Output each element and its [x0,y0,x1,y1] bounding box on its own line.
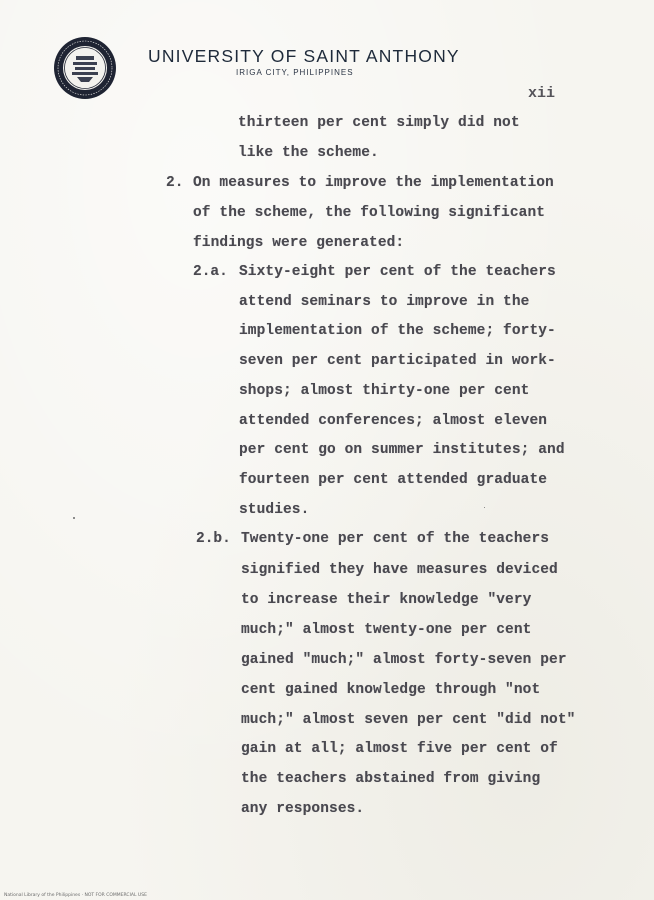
page-number: xii [528,85,556,102]
text-line: to increase their knowledge "very [241,592,532,608]
text-line: gained "much;" almost forty-seven per [241,652,567,668]
text-line: attend seminars to improve in the [239,294,530,310]
text-line: studies. [239,502,310,518]
text-line: of the scheme, the following significant [193,205,546,221]
university-name: UNIVERSITY OF SAINT ANTHONY [148,46,460,66]
item-2-label: 2. [166,175,184,191]
text-line: implementation of the scheme; forty- [239,323,556,339]
text-line: per cent go on summer institutes; and [239,442,565,458]
archive-footer-stamp: National Library of the Philippines · NOT FOR COMMERCIAL USE [4,893,147,898]
text-line: cent gained knowledge through "not [241,682,541,698]
text-line: shops; almost thirty-one per cent [239,383,530,399]
university-location: IRIGA CITY, PHILIPPINES [236,68,354,77]
text-line: much;" almost twenty-one per cent [241,622,532,638]
item-2a-label: 2.a. [193,264,228,280]
text-line: thirteen per cent simply did not [238,115,520,131]
text-line: attended conferences; almost eleven [239,413,548,429]
university-seal-icon [53,36,117,100]
text-line: gain at all; almost five per cent of [241,741,558,757]
text-line: signified they have measures deviced [241,562,558,578]
text-line: any responses. [241,801,365,817]
text-line: findings were generated: [193,235,405,251]
text-line: much;" almost seven per cent "did not" [241,712,576,728]
text-line: like the scheme. [238,145,379,161]
scan-speck [73,517,75,519]
text-line: Twenty-one per cent of the teachers [241,531,550,547]
text-line: the teachers abstained from giving [241,771,541,787]
scan-speck [484,507,485,508]
text-line: fourteen per cent attended graduate [239,472,548,488]
text-line: Sixty-eight per cent of the teachers [239,264,556,280]
text-line: On measures to improve the implementation [193,175,554,191]
text-line: seven per cent participated in work- [239,353,556,369]
item-2b-label: 2.b. [196,531,231,547]
